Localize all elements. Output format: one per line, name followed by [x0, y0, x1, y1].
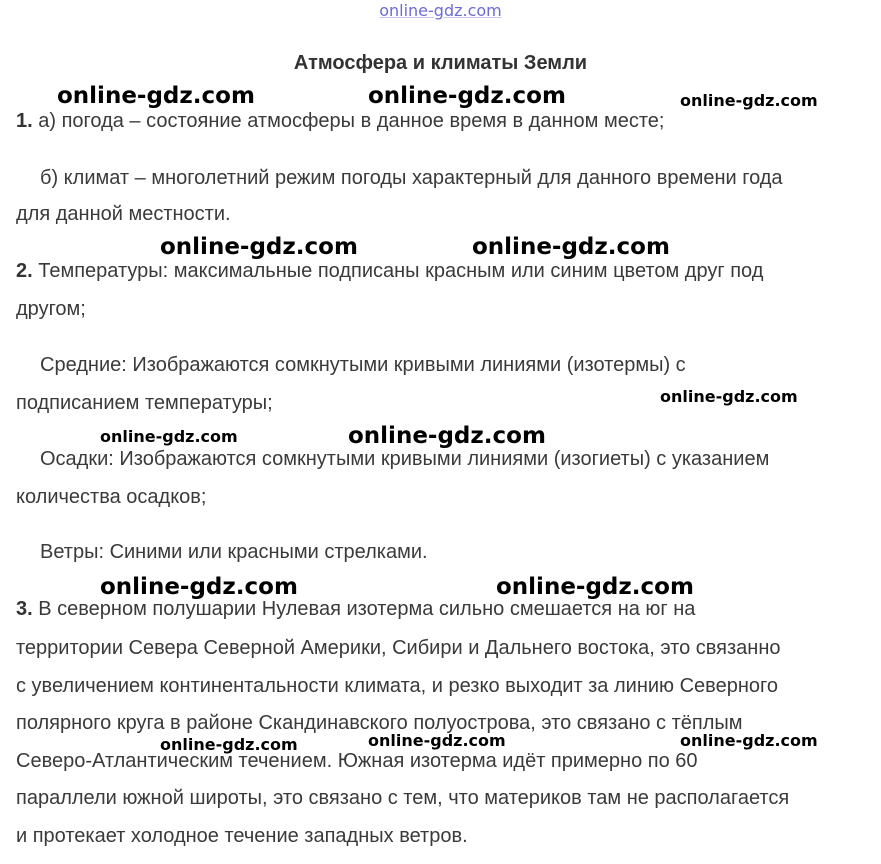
section-2-line-6: количества осадков; [16, 486, 207, 508]
section-1-text-1: а) погода – состояние атмосферы в данное время в данном месте; [32, 110, 665, 132]
watermark: online-gdz.com [57, 83, 255, 109]
watermark: online-gdz.com [680, 91, 818, 110]
section-2-number: 2. [16, 260, 33, 282]
section-2-line-1 [16, 259, 763, 283]
watermark: online-gdz.com [660, 387, 798, 406]
section-3-number: 3. [16, 598, 33, 620]
watermark: online-gdz.com [496, 574, 694, 600]
section-1-line-1 [16, 109, 664, 133]
watermark: online-gdz.com [368, 731, 506, 750]
watermark: online-gdz.com [472, 234, 670, 260]
section-1-line-3: для данной местности. [16, 203, 231, 225]
section-3-text-1: В северном полушарии Нулевая изотерма сильно смешается на юг на [32, 598, 696, 620]
section-2-line-3: Средние: Изображаются сомкнутыми кривыми линиями (изотермы) с [40, 354, 686, 376]
watermark: online-gdz.com [100, 427, 238, 446]
section-3-line-3: с увеличением континентальности климата, и резко выходит за линию Северного [16, 675, 778, 697]
section-2-line-7: Ветры: Синими или красными стрелками. [40, 541, 428, 563]
header-watermark: online-gdz.com [379, 1, 502, 20]
section-3-line-1 [16, 597, 695, 621]
section-2-line-2: другом; [16, 298, 86, 320]
watermark: online-gdz.com [160, 735, 298, 754]
section-3-line-7: и протекает холодное течение западных ветров. [16, 825, 468, 847]
section-3-line-5: Северо-Атлантическим течением. Южная изотерма идёт примерно по 60 [16, 750, 698, 772]
watermark: online-gdz.com [368, 83, 566, 109]
page-title: Атмосфера и климаты Земли [293, 52, 588, 74]
section-1-line-2: б) климат – многолетний режим погоды характерный для данного времени года [40, 167, 783, 189]
watermark: online-gdz.com [680, 731, 818, 750]
section-3-line-4: полярного круга в районе Скандинавского полуострова, это связано с тёплым [16, 712, 743, 734]
section-3-line-2: территории Севера Северной Америки, Сибири и Дальнего востока, это связанно [16, 637, 781, 659]
section-2-text-1: Температуры: максимальные подписаны красным или синим цветом друг под [32, 260, 764, 282]
section-2-line-4: подписанием температуры; [16, 392, 273, 414]
watermark: online-gdz.com [160, 234, 358, 260]
section-1-number: 1. [16, 110, 33, 132]
section-2-line-5: Осадки: Изображаются сомкнутыми кривыми линиями (изогиеты) с указанием [40, 448, 770, 470]
watermark: online-gdz.com [348, 423, 546, 449]
section-3-line-6: параллели южной широты, это связано с тем, что материков там не располагается [16, 787, 790, 809]
watermark: online-gdz.com [100, 574, 298, 600]
